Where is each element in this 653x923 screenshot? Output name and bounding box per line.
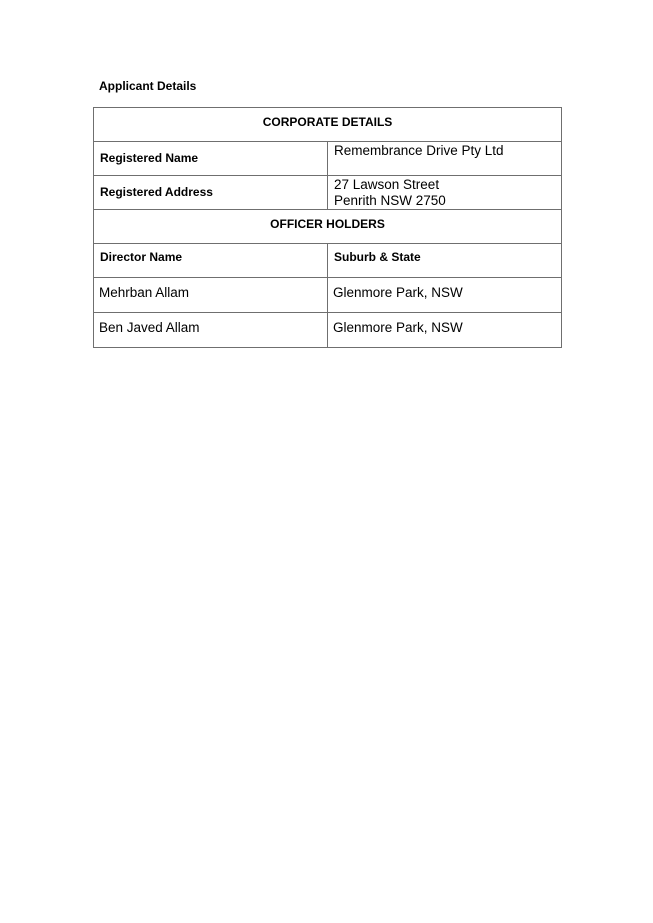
applicant-details-table [93, 107, 562, 348]
page-heading: Applicant Details [99, 79, 197, 93]
registered-address-line2: Penrith NSW 2750 [334, 193, 446, 208]
table-row [94, 278, 562, 313]
registered-address-line1: 27 Lawson Street [334, 177, 440, 192]
registered-address-row [94, 176, 562, 210]
director-name-cell: Ben Javed Allam [99, 320, 200, 335]
director-location-cell: Glenmore Park, NSW [333, 285, 463, 300]
suburb-state-column-header: Suburb & State [334, 250, 421, 264]
registered-name-label: Registered Name [100, 151, 199, 165]
registered-address-label: Registered Address [100, 185, 213, 199]
officer-holders-title: OFFICER HOLDERS [270, 217, 385, 231]
registered-name-row [94, 142, 562, 176]
corporate-details-header-row [94, 108, 562, 142]
officer-holders-header-row [94, 210, 562, 244]
director-name-column-header: Director Name [100, 250, 183, 264]
director-name-cell: Mehrban Allam [99, 285, 190, 300]
director-location-cell: Glenmore Park, NSW [333, 320, 463, 335]
registered-name-value: Remembrance Drive Pty Ltd [334, 143, 504, 158]
table-row [94, 313, 562, 348]
officer-column-header-row [94, 244, 562, 278]
corporate-details-title: CORPORATE DETAILS [262, 115, 393, 129]
